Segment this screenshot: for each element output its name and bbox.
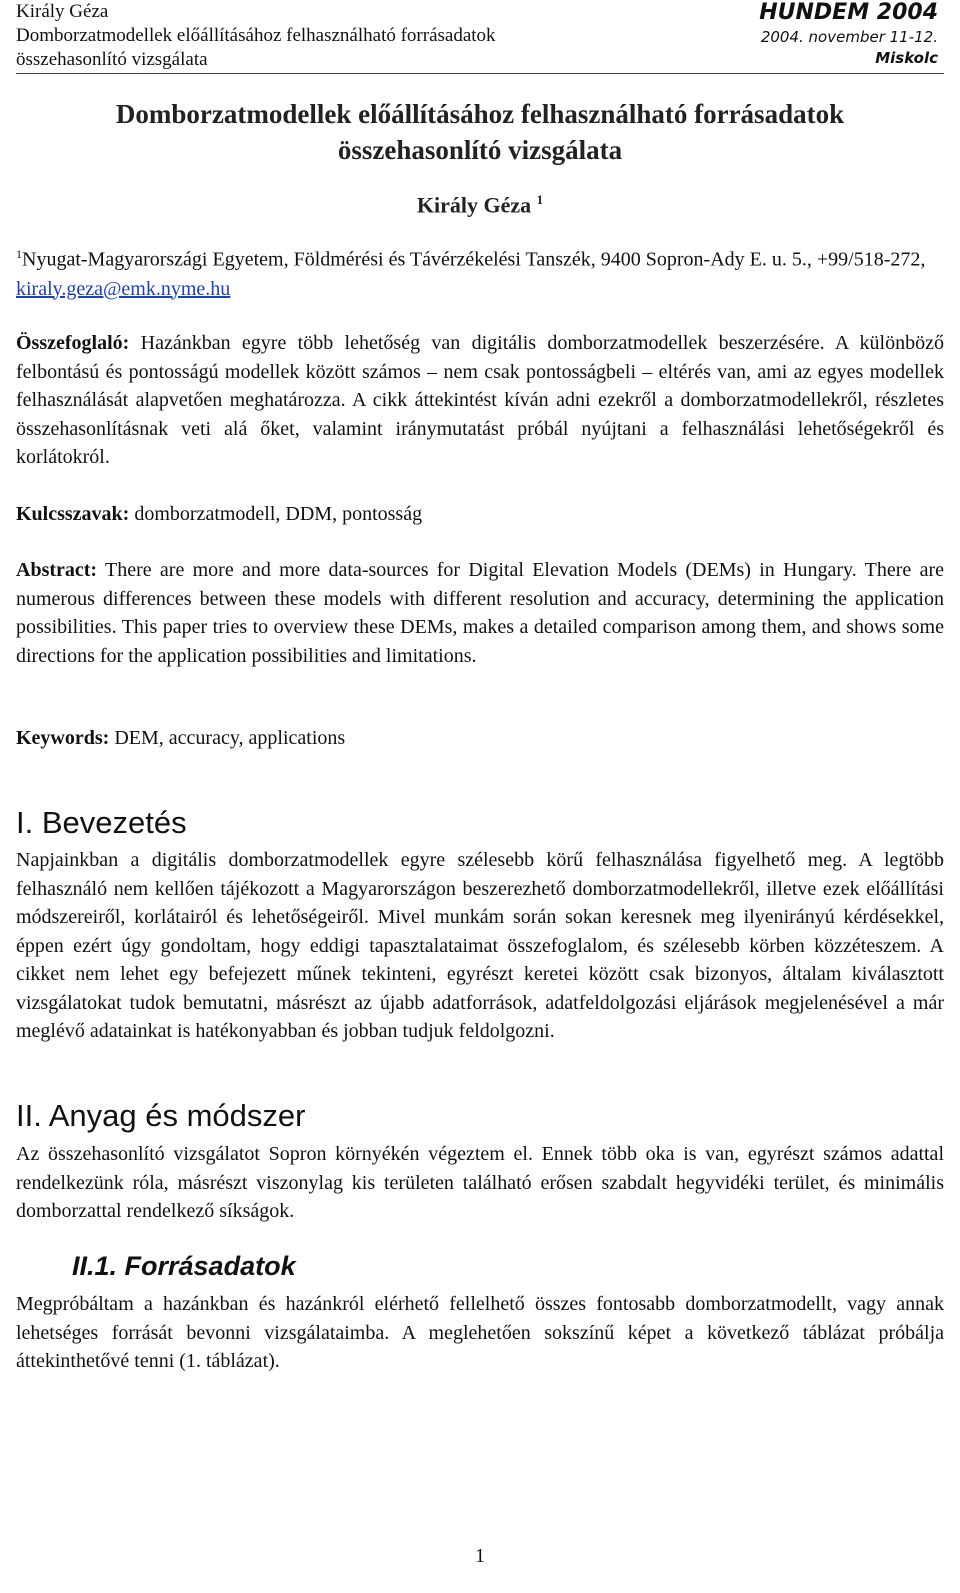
running-header xyxy=(16,0,944,74)
keywords-en-text: DEM, accuracy, applications xyxy=(109,727,346,749)
abstract-english xyxy=(16,556,944,670)
paper-title-line1: Domborzatmodellek előállításához felhasználható forrásadatok xyxy=(115,99,845,129)
sources-paragraph: Megpróbáltam a hazánkban és hazánkról elérhető fellelhető összes fontosabb domborzatmodellt, vagy annak lehetséges forrását bevonni vizsgálataimba. A meglehetően sokszínű képet a következő táblázat próbálja áttekinthetővé tenni (1. táblázat). xyxy=(16,1293,944,1372)
keywords-en-label: Keywords: xyxy=(16,727,110,749)
keywords-hu-text: domborzatmodell, DDM, pontosság xyxy=(129,503,423,525)
methods-paragraph: Az összehasonlító vizsgálatot Sopron környékén végeztem el. Ennek több oka is van, egyrészt számos adattal rendelkezünk róla, másrészt viszonylag kis területen található erősen szabdalt hegyvidéki terület, és minimális domborzattal rendelkező síkságok. xyxy=(16,1143,944,1222)
abstract-hu-label: Összefoglaló: xyxy=(16,332,130,354)
abstract-en-label: Abstract: xyxy=(16,559,98,581)
section-heading-introduction: I. Bevezetés xyxy=(16,805,187,840)
conference-name: HUNDEM 2004 xyxy=(759,0,938,25)
header-left xyxy=(16,0,496,72)
subsection-heading-sources: II.1. Forrásadatok xyxy=(72,1251,296,1281)
header-title-line1: Domborzatmodellek előállításához felhasználható forrásadatok xyxy=(16,25,496,46)
abstract-en-text: There are more and more data-sources for Digital Elevation Models (DEMs) in Hungary. There are numerous differences between these models with different resolution and accuracy, determining the application possibilities. This paper tries to overview these DEMs, makes a detailed comparison among them, and shows some directions for the application possibilities and limitations. xyxy=(16,559,944,667)
author-name: Király Géza xyxy=(416,192,532,218)
paper-author xyxy=(16,186,944,219)
affiliation xyxy=(16,240,944,304)
author-footnote-marker: 1 xyxy=(536,192,544,207)
introduction-paragraph: Napjainkban a digitális domborzatmodellek egyre szélesebb körű felhasználása figyelhető meg. A legtöbb felhasználó nem kellően tájékozott a Magyarországon beszerezhető domborzatmodellekről, illetve ezek előállítási módszereiről, korlátairól és lehetőségeiről. Mivel munkám során sokan keresnek meg ilyenirányú kérdésekkel, éppen ezért úgy gondoltam, hogy eddigi tapasztalataimat összefoglalom, és szélesebb körben közzéteszem. A cikket nem lehet egy befejezett műnek tekinteni, egyrészt keretei között csak bizonyos, általam kiválasztott vizsgálatokat tudok bemutatni, másrészt az újabb adatforrások, adatfeldolgozási eljárások megjelenésével a már meglévő adatainkat is hatékonyabban és jobban tudjuk feldolgozni. xyxy=(16,849,944,1042)
keywords-hungarian xyxy=(16,500,944,529)
section-heading-methods: II. Anyag és módszer xyxy=(16,1098,306,1133)
header-title-line2: összehasonlító vizsgálata xyxy=(16,49,208,70)
conference-city: Miskolc xyxy=(875,49,938,67)
keywords-english xyxy=(16,724,944,753)
header-right xyxy=(759,0,938,68)
affiliation-text: Nyugat-Magyarországi Egyetem, Földmérési és Távérzékelési Tanszék, 9400 Sopron-Ady E. u. 5., +99/518-272, xyxy=(22,248,926,271)
page-number: 1 xyxy=(475,1545,485,1567)
email-link[interactable]: kiraly.geza@emk.nyme.hu xyxy=(16,277,231,300)
keywords-hu-label: Kulcsszavak: xyxy=(16,503,130,525)
conference-date: 2004. november 11-12. xyxy=(760,28,938,46)
paper-title-line2: összehasonlító vizsgálata xyxy=(337,135,623,165)
paper-title xyxy=(16,96,944,168)
affiliation-marker: 1 xyxy=(16,247,22,261)
abstract-hu-text: Hazánkban egyre több lehetőség van digitális domborzatmodellek beszerzésére. A különböző felbontású és pontosságú modellek között számos – nem csak pontosságbeli – eltérés van, ami az egyes modellek felhasználását alapvetően meghatározza. A cikk áttekintést kíván adni ezekről a domborzatmodellekről, részletes összehasonlításnak veti alá őket, valamint iránymutatást próbál nyújtani a felhasználási lehetőségekről és korlátokról. xyxy=(16,332,944,468)
header-author: Király Géza xyxy=(16,1,109,22)
abstract-hungarian xyxy=(16,329,944,472)
